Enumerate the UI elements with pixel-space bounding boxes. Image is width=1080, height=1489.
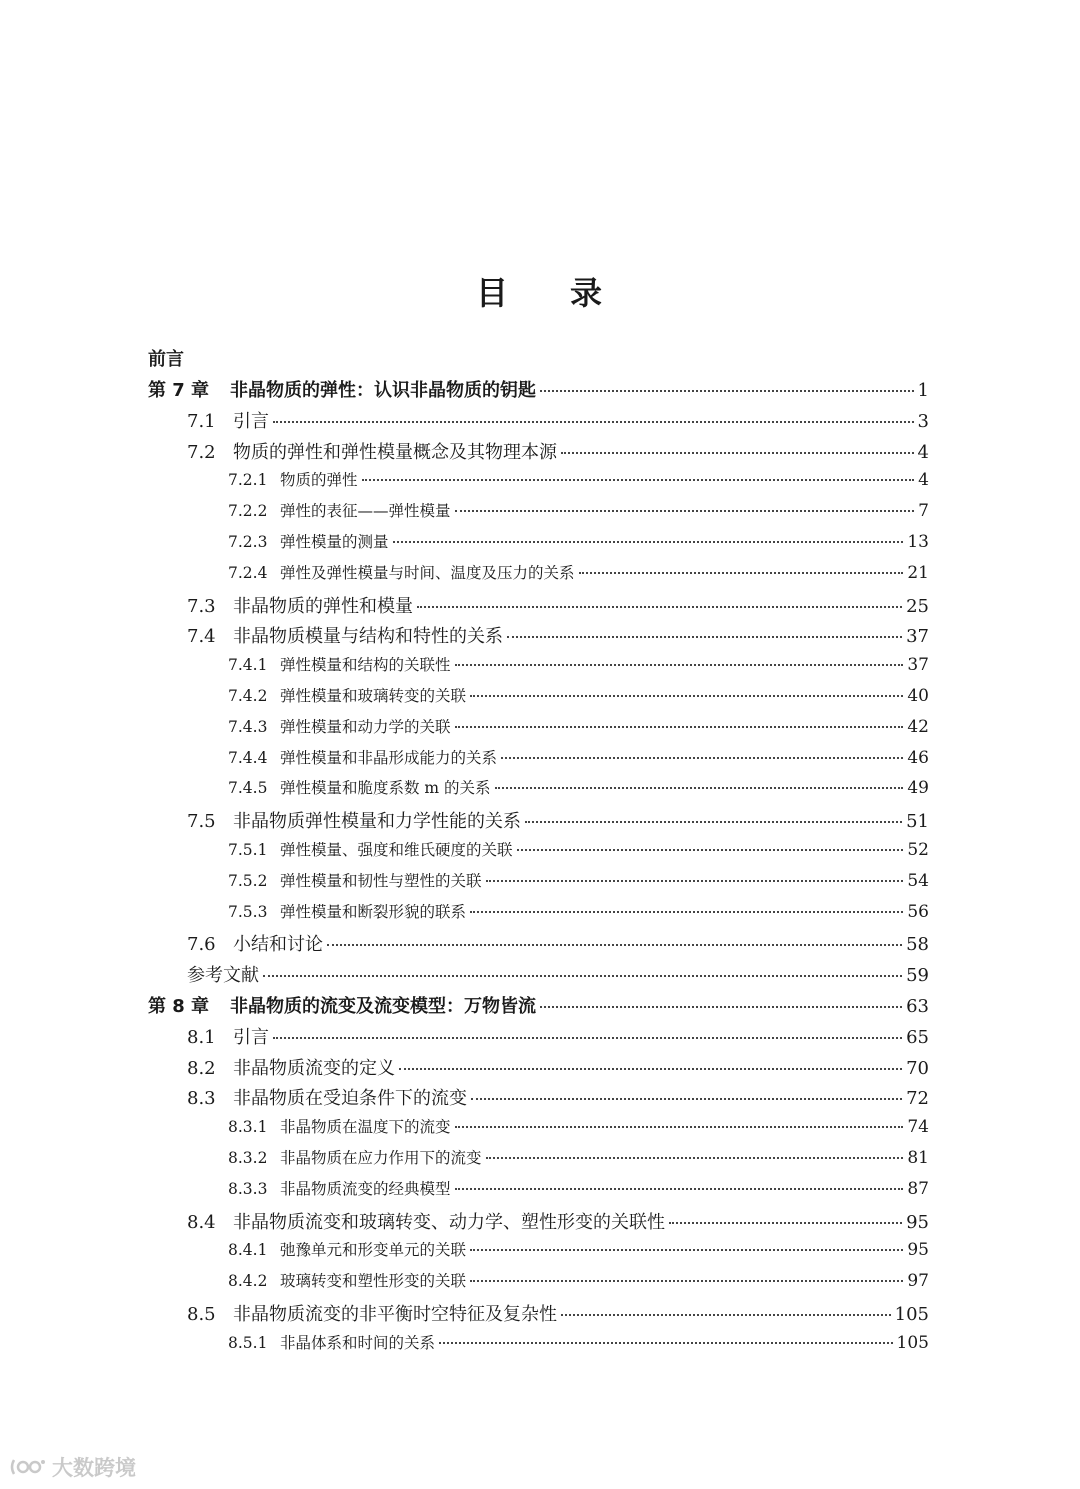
toc-entry[interactable] [228, 468, 929, 490]
toc-entry-page: 97 [907, 1271, 929, 1292]
toc-entry[interactable] [228, 715, 929, 737]
toc-entry-number: 7.5.2 [228, 871, 268, 890]
toc-entry[interactable] [228, 1269, 929, 1291]
toc-entry-page: 63 [906, 996, 929, 1017]
toc-entry-number: 7.2 [187, 441, 216, 463]
toc-dot-leader [525, 821, 902, 823]
toc-entry-number: 第 7 章 [148, 380, 210, 401]
toc-entry-number: 8.5.1 [228, 1333, 268, 1352]
toc-title-char-2: 录 [570, 274, 605, 312]
toc-entry[interactable] [187, 438, 929, 464]
toc-entry-title: 弹性模量和脆度系数 m 的关系 [280, 779, 491, 798]
toc-dot-leader [561, 452, 914, 454]
toc-entry-page: 54 [907, 870, 929, 891]
toc-entry[interactable] [228, 684, 929, 706]
toc-entry-page: 56 [907, 901, 929, 922]
toc-dot-leader [501, 757, 903, 759]
toc-dot-leader [455, 1126, 904, 1128]
toc-dot-leader [455, 726, 904, 728]
toc-dot-leader [517, 849, 904, 851]
toc-entry-title: 玻璃转变和塑性形变的关联 [280, 1272, 467, 1291]
toc-entry[interactable] [187, 592, 929, 618]
watermark [8, 1452, 136, 1482]
toc-entry-page: 87 [907, 1178, 929, 1199]
toc-entry[interactable] [228, 561, 929, 583]
toc-entry-number: 7.2.4 [228, 563, 268, 582]
toc-entry-title: 弹性模量和玻璃转变的关联 [280, 687, 467, 705]
toc-title [0, 268, 1080, 314]
toc-dot-leader [507, 636, 902, 638]
toc-dot-leader [263, 975, 902, 977]
watermark-logo-icon [8, 1456, 48, 1478]
toc-entry[interactable] [148, 376, 929, 402]
toc-entry-number: 8.4.2 [228, 1272, 268, 1291]
toc-entry-page: 52 [907, 840, 929, 860]
toc-dot-leader [495, 787, 904, 789]
toc-entry-page: 3 [917, 410, 929, 432]
toc-entry[interactable] [187, 1054, 929, 1080]
toc-entry-number: 第 8 章 [148, 996, 210, 1017]
toc-entry[interactable] [228, 776, 929, 798]
toc-entry[interactable] [187, 407, 929, 433]
toc-entry[interactable] [228, 869, 929, 891]
toc-entry-page: 81 [907, 1148, 929, 1168]
toc-entry-page: 37 [906, 626, 929, 648]
toc-dot-leader [470, 1280, 903, 1282]
toc-entry-number: 7.4.1 [228, 656, 268, 675]
toc-dot-leader [579, 572, 904, 574]
toc-dot-leader [561, 1314, 891, 1316]
toc-entry[interactable] [187, 1084, 929, 1110]
toc-entry-title: 弹性模量和结构的关联性 [280, 656, 451, 675]
toc-dot-leader [470, 695, 903, 697]
toc-entry-title: 非晶物质流变的经典模型 [280, 1179, 451, 1198]
toc-entry-number: 7.2.2 [228, 502, 268, 521]
toc-entry-title: 非晶物质流变的定义 [233, 1057, 395, 1079]
toc-dot-leader [470, 1249, 903, 1251]
toc-entry-page: 4 [918, 470, 929, 491]
toc-entry-title: 弹性模量和断裂形貌的联系 [280, 902, 467, 921]
toc-entry[interactable] [187, 1300, 929, 1326]
toc-entry-number: 7.4.4 [228, 748, 268, 767]
toc-entry-number: 7.3 [187, 595, 216, 617]
toc-entry-title: 弹性的表征——弹性模量 [280, 502, 451, 521]
toc-dot-leader [439, 1342, 893, 1344]
toc-dot-leader [273, 1037, 902, 1039]
toc-entry-number: 8.5 [187, 1304, 216, 1325]
toc-entry-title: 非晶物质弹性模量和力学性能的关系 [233, 811, 521, 833]
toc-entry[interactable] [228, 838, 929, 860]
toc-entry-title: 弹性模量和非晶形成能力的关系 [280, 748, 498, 767]
toc-entry[interactable] [187, 961, 929, 987]
toc-entry-number: 8.3 [187, 1088, 216, 1110]
toc-dot-leader [417, 606, 902, 608]
toc-dot-leader [455, 510, 915, 512]
toc-entry-title: 引言 [233, 410, 269, 432]
toc-entry-title: 物质的弹性 [280, 471, 358, 490]
toc-entry-page: 72 [906, 1088, 929, 1110]
toc-entry-page: 13 [907, 532, 929, 552]
toc-entry-title: 非晶物质在受迫条件下的流变 [233, 1088, 467, 1110]
toc-entry-page: 1 [917, 380, 929, 401]
toc-entry[interactable] [228, 653, 929, 675]
toc-entry-title: 弛豫单元和形变单元的关联 [280, 1241, 467, 1260]
toc-entry[interactable] [228, 530, 929, 552]
toc-entry[interactable] [187, 930, 929, 956]
toc-dot-leader [669, 1222, 902, 1224]
toc-entry[interactable] [228, 1177, 929, 1199]
toc-entry[interactable] [187, 1023, 929, 1049]
toc-entry-title: 弹性模量的测量 [280, 533, 389, 551]
toc-entry-number: 8.3.1 [228, 1118, 268, 1137]
toc-entry-page: 95 [906, 1211, 929, 1233]
toc-dot-leader [486, 1157, 904, 1159]
toc-entry[interactable] [187, 1208, 929, 1234]
toc-dot-leader [455, 664, 904, 666]
toc-entry-title: 弹性模量、强度和维氏硬度的关联 [280, 841, 513, 859]
toc-entry[interactable] [187, 807, 929, 833]
toc-entry-title: 非晶物质的弹性：认识非晶物质的钥匙 [230, 380, 536, 401]
toc-entry-title: 弹性模量和韧性与塑性的关联 [280, 871, 482, 890]
toc-entry-number: 7.2.3 [228, 533, 268, 551]
toc-entry-title: 非晶物质在温度下的流变 [280, 1118, 451, 1137]
toc-entry-title: 弹性模量和动力学的关联 [280, 717, 451, 736]
toc-title-char-1: 目 [475, 274, 510, 312]
toc-entry-number: 7.4.5 [228, 779, 268, 798]
toc-entry-page: 59 [906, 965, 929, 987]
toc-preface-label: 前言 [148, 349, 184, 370]
toc-entry-page: 51 [906, 811, 929, 833]
toc-dot-leader [362, 479, 915, 481]
toc-entry-title: 非晶物质流变的非平衡时空特征及复杂性 [233, 1304, 557, 1325]
toc-entry-number: 8.3.3 [228, 1179, 268, 1198]
toc-entry-page: 40 [907, 686, 929, 706]
toc-entry-number: 7.1 [187, 410, 216, 432]
toc-entry-page: 70 [906, 1057, 929, 1079]
toc-entry-page: 37 [907, 655, 929, 676]
toc-entry-page: 95 [907, 1240, 929, 1261]
toc-dot-leader [540, 1006, 902, 1008]
toc-dot-leader [273, 421, 914, 423]
toc-entry-number: 7.5 [187, 811, 216, 833]
toc-entry-number: 7.5.3 [228, 902, 268, 921]
toc-entry[interactable] [228, 746, 929, 768]
toc-entry[interactable] [228, 1331, 929, 1353]
toc-entry-page: 58 [906, 934, 929, 956]
toc-entry-page: 105 [894, 1304, 929, 1325]
toc-dot-leader [486, 880, 904, 882]
toc-preface[interactable] [148, 345, 929, 371]
toc-dot-leader [455, 1188, 904, 1190]
toc-entry-page: 25 [906, 595, 929, 617]
toc-entry-number: 8.1 [187, 1026, 216, 1048]
toc-dot-leader [540, 390, 914, 392]
toc-entry-title: 非晶物质在应力作用下的流变 [280, 1149, 482, 1167]
toc-entry-number: 7.4.2 [228, 687, 268, 705]
toc-entry-title: 小结和讨论 [233, 934, 323, 956]
toc-entry-page: 4 [917, 441, 929, 463]
toc-entry[interactable] [187, 622, 929, 648]
toc-entry[interactable] [228, 1115, 929, 1137]
toc-entry-page: 65 [906, 1026, 929, 1048]
toc-entry-number: 8.2 [187, 1057, 216, 1079]
toc-entry-number: 7.4.3 [228, 717, 268, 736]
toc-dot-leader [393, 541, 904, 543]
toc-entry-title: 非晶体系和时间的关系 [280, 1333, 436, 1352]
toc-entry-title: 非晶物质模量与结构和特性的关系 [233, 626, 503, 648]
toc-entry-page: 42 [907, 716, 929, 737]
toc-dot-leader [471, 1098, 902, 1100]
toc-entry[interactable] [148, 992, 929, 1018]
toc-dot-leader [327, 944, 902, 946]
toc-entry-title: 非晶物质流变和玻璃转变、动力学、塑性形变的关联性 [233, 1211, 665, 1233]
toc-entry[interactable] [228, 900, 929, 922]
toc-entry-page: 105 [896, 1332, 929, 1353]
toc-entry-number: 8.4 [187, 1211, 216, 1233]
toc-entry-page: 7 [918, 501, 929, 522]
toc-entry-page: 21 [907, 562, 929, 583]
toc-entry-title: 非晶物质的弹性和模量 [233, 595, 413, 617]
toc-entry-page: 74 [907, 1117, 929, 1138]
toc-entry-page: 49 [907, 778, 929, 799]
toc-entry-title: 非晶物质的流变及流变模型：万物皆流 [230, 996, 536, 1017]
toc-entry[interactable] [228, 1238, 929, 1260]
toc-entry[interactable] [228, 499, 929, 521]
toc-entry-number: 7.4 [187, 626, 216, 648]
toc-entry-number: 8.3.2 [228, 1149, 268, 1167]
toc-entry-number: 7.6 [187, 934, 216, 956]
toc-dot-leader [399, 1068, 902, 1070]
toc-entry-number: 8.4.1 [228, 1241, 268, 1260]
toc-entry[interactable] [228, 1146, 929, 1168]
watermark-text: 大数跨境 [52, 1456, 136, 1480]
toc-entry-title: 弹性及弹性模量与时间、温度及压力的关系 [280, 563, 575, 582]
toc-entry-page: 46 [907, 747, 929, 768]
toc-entry-number: 7.2.1 [228, 471, 268, 490]
toc-entry-title: 物质的弹性和弹性模量概念及其物理本源 [233, 441, 557, 463]
toc-entry-title: 引言 [233, 1026, 269, 1048]
toc-entry-number: 7.5.1 [228, 841, 268, 859]
toc-entry-title: 参考文献 [187, 965, 259, 987]
toc-dot-leader [470, 911, 903, 913]
